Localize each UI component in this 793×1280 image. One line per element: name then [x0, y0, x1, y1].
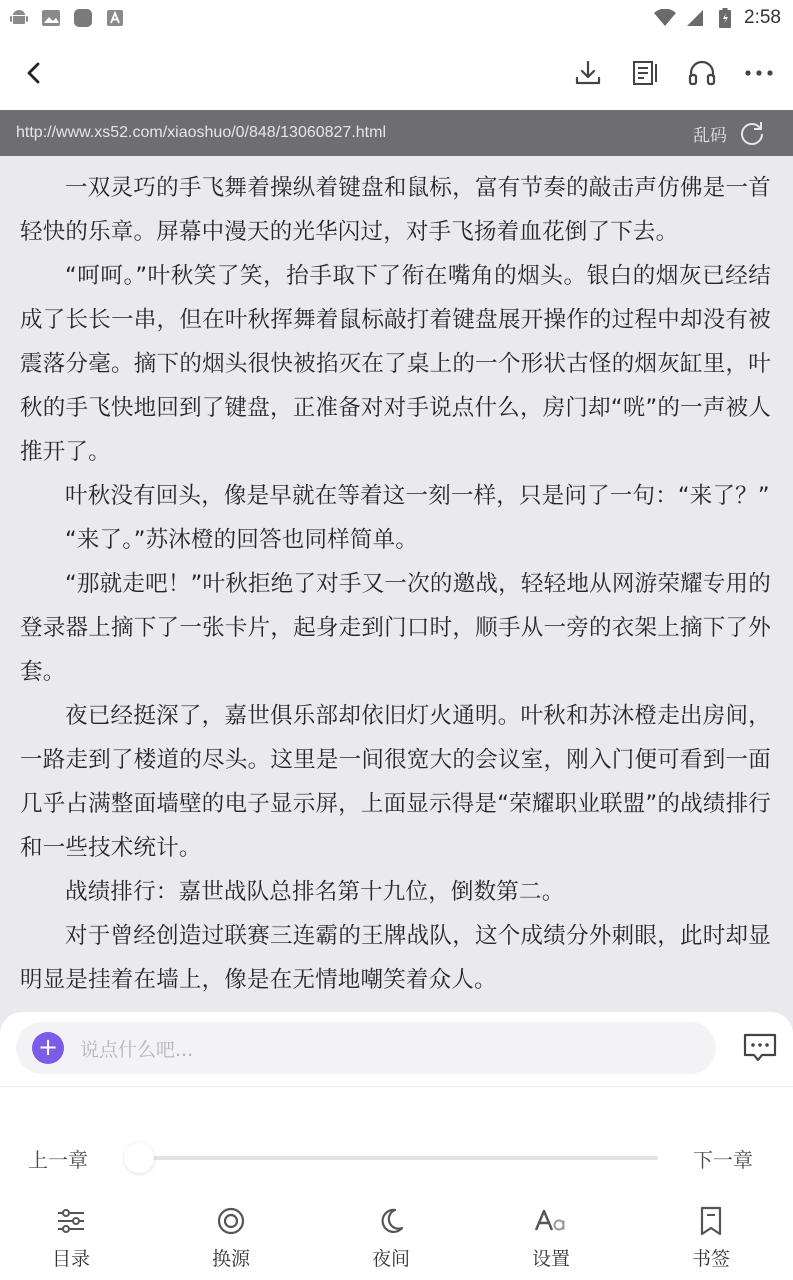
prev-chapter-button[interactable]: 上一章	[28, 1148, 88, 1172]
chapter-progress-slider[interactable]	[140, 1156, 658, 1160]
source-url[interactable]: http://www.xs52.com/xiaoshuo/0/848/13060827.html	[16, 124, 386, 141]
wifi-icon	[654, 7, 676, 29]
paragraph: 一双灵巧的手飞舞着操纵着键盘和鼠标，富有节奏的敲击声仿佛是一首轻快的乐章。屏幕中漫天的光华闪过，对手飞扬着血花倒了下去。	[20, 175, 771, 245]
paragraph: 叶秋没有回头，像是早就在等着这一刻一样，只是问了一句：“来了？”	[65, 483, 770, 509]
battery-icon	[714, 7, 736, 29]
chapter-content	[0, 158, 793, 1016]
image-icon	[40, 7, 62, 29]
bookmark-icon	[694, 1204, 728, 1238]
comments-button[interactable]	[742, 1032, 778, 1064]
bottom-nav	[0, 1202, 793, 1280]
source-url-bar	[0, 110, 793, 156]
more-button[interactable]	[743, 57, 775, 89]
comment-row	[16, 1022, 778, 1074]
source-icon	[214, 1204, 248, 1238]
more-icon	[744, 69, 774, 77]
headphones-icon	[687, 58, 717, 88]
book-icon	[630, 58, 660, 88]
book-detail-button[interactable]	[629, 57, 661, 89]
download-icon	[573, 58, 603, 88]
font-settings-icon	[534, 1204, 568, 1238]
nav-item-source[interactable]	[181, 1202, 281, 1280]
nav-label: 设置	[531, 1248, 570, 1270]
status-left	[8, 7, 126, 29]
moon-icon	[374, 1204, 408, 1238]
back-icon	[24, 61, 44, 85]
divider	[0, 1086, 793, 1087]
comment-placeholder: 说点什么吧...	[80, 1038, 194, 1061]
nav-label: 夜间	[371, 1248, 410, 1270]
garbled-report[interactable]	[693, 120, 765, 146]
listen-button[interactable]	[686, 57, 718, 89]
slider-thumb[interactable]	[124, 1143, 154, 1173]
toc-icon	[54, 1204, 88, 1238]
paragraph: 夜已经挺深了，嘉世俱乐部却依旧灯火通明。叶秋和苏沐橙走出房间，一路走到了楼道的尽头。这里是一间很宽大的会议室，刚入门便可看到一面几乎占满整面墙壁的电子显示屏，上面显示得是“荣耀职业联盟”的战绩排行和一些技术统计。	[20, 703, 771, 861]
signal-icon	[684, 7, 706, 29]
paragraph: “来了。”苏沐橙的回答也同样简单。	[65, 527, 418, 553]
nav-item-settings[interactable]	[501, 1202, 601, 1280]
chapter-navigation	[0, 1128, 793, 1188]
app-icon	[72, 7, 94, 29]
download-button[interactable]	[572, 57, 604, 89]
nav-item-bookmark[interactable]	[661, 1202, 761, 1280]
nav-label: 换源	[211, 1248, 250, 1270]
bottom-panel	[0, 1012, 793, 1280]
status-time: 2:58	[744, 7, 781, 28]
android-icon	[8, 7, 30, 29]
paragraph: 对于曾经创造过联赛三连霸的王牌战队，这个成绩分外刺眼，此时却显明显是挂着在墙上，像是在无情地嘲笑着众人。	[20, 923, 771, 993]
paragraph: “呵呵。”叶秋笑了笑，抬手取下了衔在嘴角的烟头。银白的烟灰已经结成了长长一串，但在叶秋挥舞着鼠标敲打着键盘展开操作的过程中却没有被震落分毫。摘下的烟头很快被掐灭在了桌上的一个形状古怪的烟灰缸里，叶秋的手飞快地回到了键盘，正准备对对手说点什么，房门却“咣”的一声被人推开了。	[20, 263, 771, 465]
next-chapter-button[interactable]: 下一章	[693, 1148, 753, 1172]
plus-icon[interactable]: +	[32, 1032, 64, 1064]
top-toolbar	[0, 36, 793, 110]
comment-input[interactable]	[16, 1022, 716, 1074]
comment-bubble-icon	[742, 1032, 778, 1064]
paragraph: “那就走吧！”叶秋拒绝了对手又一次的邀战，轻轻地从网游荣耀专用的登录器上摘下了一张卡片，起身走到门口时，顺手从一旁的衣架上摘下了外套。	[20, 571, 771, 685]
garbled-label: 乱码	[693, 125, 727, 146]
paragraph: 战绩排行：嘉世战队总排名第十九位，倒数第二。	[65, 879, 565, 905]
font-a-icon	[104, 7, 126, 29]
nav-label: 书签	[691, 1248, 730, 1270]
top-actions	[572, 57, 775, 89]
nav-item-toc[interactable]	[21, 1202, 121, 1280]
status-right	[654, 7, 781, 29]
status-bar	[0, 0, 793, 36]
refresh-icon[interactable]	[739, 120, 765, 146]
nav-item-night[interactable]	[341, 1202, 441, 1280]
back-button[interactable]	[18, 57, 50, 89]
nav-label: 目录	[51, 1248, 90, 1270]
